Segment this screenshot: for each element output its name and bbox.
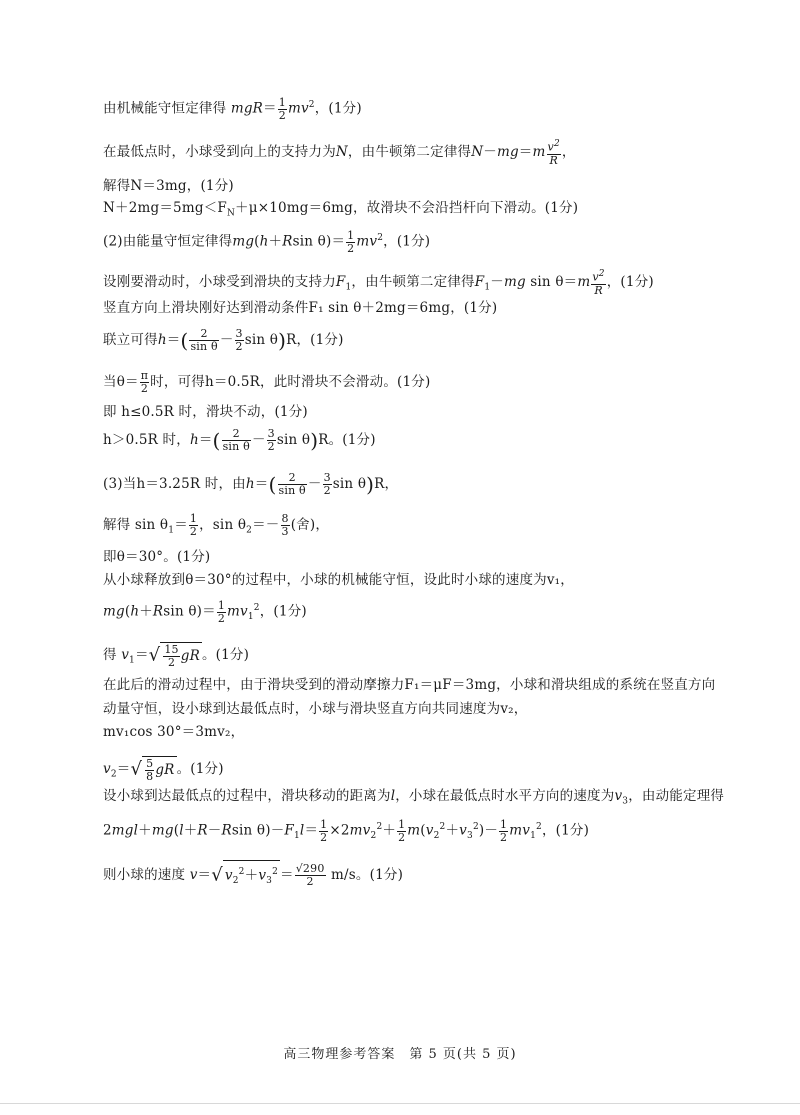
line-10: 即 h≤0.5R 时，滑块不动，(1分) <box>103 404 308 420</box>
line-7: 竖直方向上滑块刚好达到滑动条件F₁ sin θ＋2mg＝6mg，(1分) <box>103 300 498 316</box>
line-19: 动量守恒，设小球到达最低点时，小球与滑块竖直方向共同速度为v₂， <box>103 701 528 717</box>
line-1: 由机械能守恒定律得 mgR＝ $\frac{1}{2}$ $mv^2$，(1分) <box>103 95 362 122</box>
page-footer: 高三物理参考答案 第 5 页(共 5 页) <box>283 1047 517 1062</box>
line-21: $v_2=√$ $\frac{5}{8}$ gR 。(1分) <box>103 757 224 783</box>
line-23: 2mgl＋mg(l＋R－Rsin $\theta)-F_1l=$ $\frac{1}{2}$ $\times 2mv_2^2+$ $\frac{1}{2}$ $m(v_2^2+v_3^2)-$ $\frac{1}{2}$ $mv_1^2$，(1分) <box>103 817 590 844</box>
line-11: h＞0.5R 时，h＝( $\frac{2}{\text{sin θ}}$ － $\frac{3}{2}$ sin θ)R。(1分) <box>103 427 376 453</box>
line-12: (3)当h＝3.25R 时，由h＝( $\frac{2}{\text{sin θ}}$ － $\frac{3}{2}$ sin θ)R， <box>103 471 399 497</box>
line-18: 在此后的滑动过程中，由于滑块受到的滑动摩擦力F₁＝μF＝3mg，小球和滑块组成的系统在竖直方向 <box>103 677 716 693</box>
line-4: $N+2mg=5mg<F_N+\mu\times 10mg=6mg$，故滑块不会沿挡杆向下滑动。(1分) <box>103 200 579 219</box>
line-17: 得 $v_1=√$ $\frac{15}{2}$ gR 。(1分) <box>103 643 250 669</box>
line-22: 设小球到达最低点的过程中，滑块移动的距离为l，小球在最低点时水平方向的速度为$v_3$，由动能定理得 <box>103 788 725 807</box>
line-3: 解得N＝3mg，(1分) <box>103 178 234 194</box>
line-2: 在最低点时，小球受到向上的支持力为N，由牛顿第二定律得N－mg＝m $\frac{v^2}{R}$ ， <box>103 139 576 167</box>
line-8: 联立可得h＝( $\frac{2}{\text{sin θ}}$ － $\frac{3}{2}$ sin θ)R，(1分) <box>103 327 344 353</box>
line-20: mv₁cos 30°＝3mv₂， <box>103 724 245 740</box>
line-9: 当θ＝ $\frac{\pi}{2}$ 时，可得h＝0.5R，此时滑块不会滑动。(1分) <box>103 369 431 395</box>
line-16: mg(h＋Rsin θ)＝ $\frac{1}{2}$ $mv_1^2$，(1分) <box>103 598 307 625</box>
line-13: 解得 $\sin \theta_1=$ $\frac{1}{2}$ ，$\sin \theta_2=-$ $\frac{8}{3}$ (舍)， <box>103 512 330 538</box>
line-14: 即θ＝30°。(1分) <box>103 549 211 565</box>
line-24: 则小球的速度 v＝√ $v_2^2+v_3^2$ ＝ $\frac{√290}{2}$ m/s。(1分) <box>103 860 403 891</box>
line-6: 设刚要滑动时，小球受到滑块的支持力$F_1$，由牛顿第二定律得$F_1-mg$ sin θ＝m $\frac{v^2}{R}$ ，(1分) <box>103 269 654 297</box>
bottom-divider <box>0 1103 800 1104</box>
line-5: (2)由能量守恒定律得mg(h＋Rsin θ)＝ $\frac{1}{2}$ $mv^2$，(1分) <box>103 228 431 255</box>
line-15: 从小球释放到θ＝30°的过程中，小球的机械能守恒，设此时小球的速度为v₁， <box>103 572 574 588</box>
